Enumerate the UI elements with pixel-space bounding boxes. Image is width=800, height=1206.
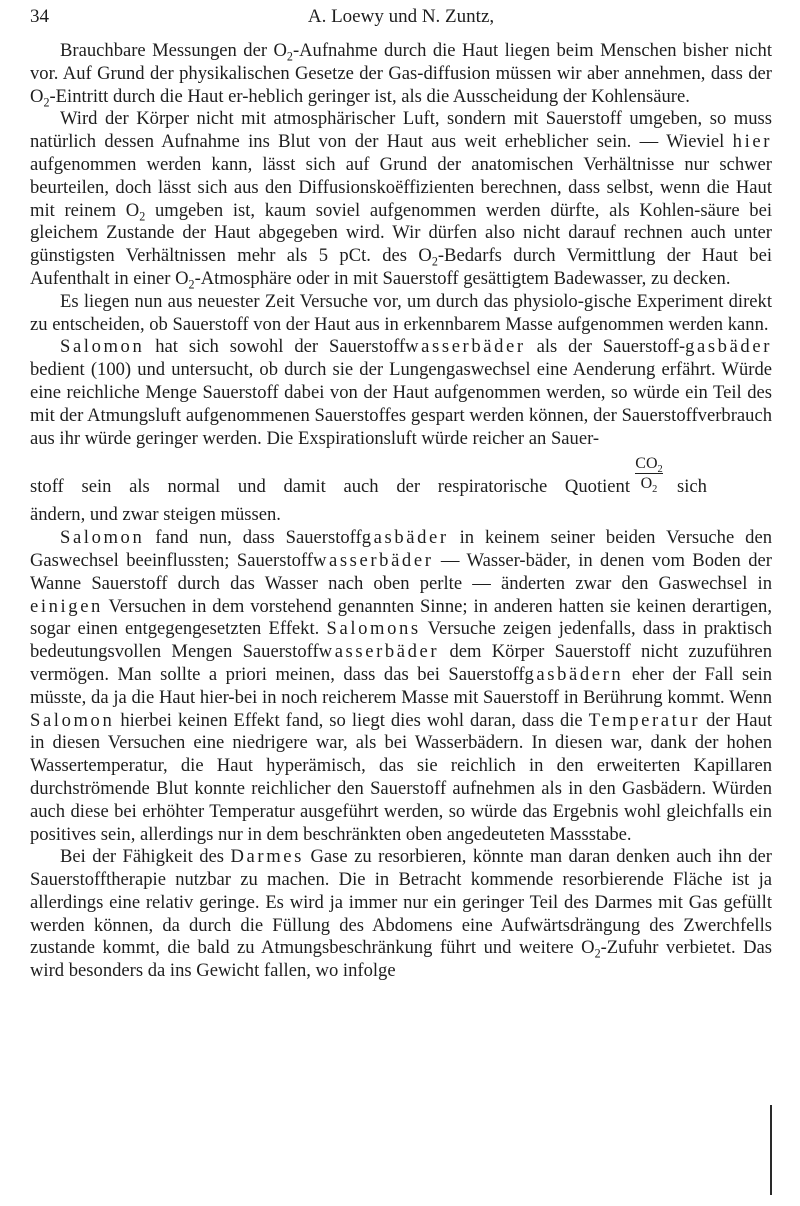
paragraph-4: Salomon hat sich sowohl der Sauerstoffwasserbäder als der Sauerstoff-gasbäder bedient (100) und untersucht, ob durch sie der Lungengaswechsel eine Aenderung erfährt. Würde eine reichliche Menge Sauerstoff dabei von der Haut aufgenommen werden, so würde ein Teil des mit der Atmungsluft aufgenommenen Sauerstoffes gespart werden können, der Sauerstoffverbrauch aus ihr würde geringer werden. Die Exspirationsluft würde reicher an Sauer- — [30, 336, 772, 449]
author-salomon: Salomon — [30, 709, 115, 731]
paragraph-3: Es liegen nun aus neuester Zeit Versuche vor, um durch das physiolo-gische Experiment direkt zu entscheiden, ob Sauerstoff von der Haut aus in erkennbarem Masse aufgenommen werden kann. — [30, 290, 772, 335]
quotient-line: stoff sein als normal und damit auch der respiratorische Quotient $\frac{CO_2}{O_2}$ sich — [30, 455, 707, 498]
paragraph-4-end: ändern, und zwar steigen müssen. — [30, 504, 281, 526]
paragraph-1: Brauchbare Messungen der $O_2$-Aufnahme durch die Haut liegen beim Menschen bisher nicht vor. Auf Grund der physikalischen Gesetze der Gas-diffusion müssen wir aber annehmen, dass der $O_2$-Eintritt durch die Haut er-heblich geringer ist, als die Ausscheidung der Kohlensäure. — [30, 40, 772, 110]
paragraph-2: Wird der Körper nicht mit atmosphärischer Luft, sondern mit Sauerstoff umgeben, so muss natürlich dessen Aufnahme ins Blut von der Haut aus weit erheblicher sein. — Wieviel hier aufgenommen werden kann, lässt sich auf Grund der anatomischen Verhältnisse nur schwer beurteilen, doch lässt sich aus den Diffusionskoëffizienten berechnen, dass selbst, wenn die Haut mit reinem $O_2$ umgeben ist, kaum soviel aufgenommen werden dürfte, als Kohlen-säure bei gleichem Zustande der Haut abgegeben wird. Wir dürfen also nicht darauf rechnen auch unter günstigsten Verhältnissen mehr als 5 pCt. des $O_2$-Bedarfs durch Vermittlung der Haut bei Aufenthalt in einer $O_2$-Atmosphäre oder in mit Sauerstoff gesättigtem Badewasser, zu decken. — [30, 108, 772, 292]
body-text — [30, 40, 772, 983]
page-header — [30, 0, 772, 36]
respiratory-quotient-fraction — [635, 454, 663, 496]
fraction-denominator: $O_2$ — [640, 475, 658, 496]
page-number: 34 — [30, 6, 49, 27]
author-salomons: Salomons — [326, 618, 421, 640]
paragraph-6: Bei der Fähigkeit des Darmes Gase zu resorbieren, könnte man daran denken auch ihn der Sauerstofftherapie nutzbar zu machen. Die in Betracht kommende resorbierende Fläche ist ja allerdings eine relativ geringe. Es wird ja immer nur ein geringer Teil des Darmes mit Gas gefüllt werden können, da durch die Füllung des Abdomens eine Aufwärtsdrängung des Zwerchfells zustande kommt, die bald zu Atmungsbeschränkung führt und weitere $O_2$-Zufuhr verbietet. Das wird besonders da ins Gewicht fallen, wo infolge — [30, 846, 772, 982]
running-head: A. Loewy und N. Zuntz, — [307, 6, 495, 27]
author-salomon: Salomon — [60, 336, 145, 358]
paragraph-5: Salomon fand nun, dass Sauerstoffgasbäder in keinem seiner beiden Versuche den Gaswechsel beeinflussten; Sauerstoffwasserbäder — Wasser-bäder, in denen vom Boden der Wanne Sauerstoff durch das Wasser nach oben perlte — änderten zwar den Gaswechsel in einigen Versuchen in dem vorstehend genannten Sinne; in anderen hatten sie keinen derartigen, sogar einen entgegengesetzten Effekt. Salomons Versuche zeigen jedenfalls, dass in praktisch bedeutungsvollen Mengen Sauerstoffwasserbäder dem Körper Sauerstoff nicht zuzuführen vermögen. Man sollte a priori meinen, dass das bei Sauerstoffgasbädern eher der Fall sein müsste, da ja die Haut hier-bei in noch reicherem Masse mit Sauerstoff in Berührung kommt. Wenn Salomon hierbei keinen Effekt fand, so liegt dies wohl daran, dass die Temperatur der Haut in diesen Versuchen eine niedrigere war, als bei Wasserbädern. In diesen war, dank der hohen Wassertemperatur, die Haut hyperämisch, das sie reichlich in den erweiterten Kapillaren durchströmende Blut konnte reichlicher den Sauerstoff aufnehmen als in den Gasbädern. Würden auch diese bei erhöhter Temperatur ausgeführt werden, so würde das Ergebnis wohl gleichfalls ein positives sein, allerdings nur in dem beschränkten oben angedeuteten Massstabe. — [30, 527, 773, 845]
author-salomon: Salomon — [60, 527, 145, 549]
fraction-numerator: $CO_2$ — [635, 455, 663, 476]
book-page — [30, 0, 772, 1206]
scan-edge-mark — [770, 1105, 772, 1195]
quotient-line-words: stoff sein als normal und damit auch der respiratorische Quotient — [30, 476, 630, 498]
emphasis-hier: hier — [732, 131, 772, 153]
